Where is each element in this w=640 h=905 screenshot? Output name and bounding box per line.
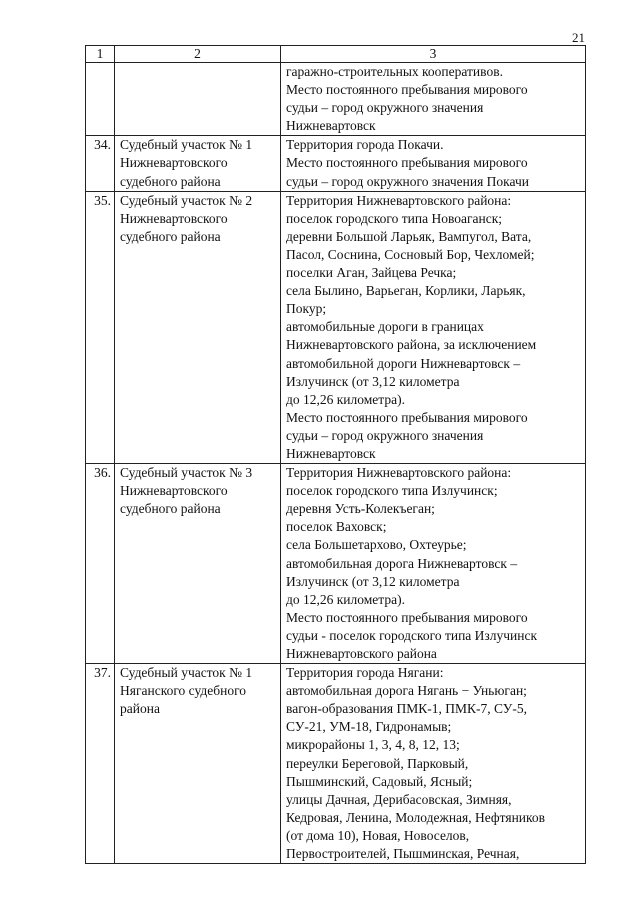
table-row <box>86 664 586 864</box>
territory-line: микрорайоны 1, 3, 4, 8, 12, 13; <box>286 737 460 753</box>
court-district-cell <box>115 464 281 664</box>
territory-line: Кедровая, Ленина, Молодежная, Нефтяников <box>286 809 546 825</box>
territory-line: (от дома 10), Новая, Новоселов, <box>286 827 470 843</box>
territory-line: автомобильная дорога Нягань − Уньюган; <box>286 683 527 699</box>
court-district-cell <box>115 63 281 136</box>
court-district-line: судебного района <box>120 501 221 517</box>
territory-cell <box>281 664 586 864</box>
court-district-line: судебного района <box>120 173 221 189</box>
territory-line: поселок городского типа Новоаганск; <box>286 210 503 226</box>
row-number: 34. <box>86 136 115 191</box>
court-district-line: Судебный участок № 1 <box>120 137 253 153</box>
territory-line: гаражно-строительных кооперативов. <box>286 64 503 79</box>
territory-line: до 12,26 километра). <box>286 391 405 407</box>
territory-line: Первостроителей, Пышминская, Речная, <box>286 846 520 862</box>
court-district-line: района <box>120 701 160 717</box>
territory-line: Территория Нижневартовского района: <box>286 192 512 208</box>
territory-line: Место постоянного пребывания мирового <box>286 155 528 171</box>
territory-line: судьи – город окружного значения <box>286 427 484 443</box>
territory-line: вагон-образования ПМК-1, ПМК-7, СУ-5, <box>286 701 527 717</box>
page-number: 21 <box>572 30 585 45</box>
court-district-line: Судебный участок № 3 <box>120 465 253 481</box>
court-district-line: Судебный участок № 1 <box>120 665 253 681</box>
territory-line: Нижневартовск <box>286 118 376 134</box>
territory-line: переулки Береговой, Парковый, <box>286 755 469 771</box>
territory-line: Территория Нижневартовского района: <box>286 465 512 481</box>
table-row <box>86 136 586 191</box>
territory-line: Пасол, Соснина, Сосновый Бор, Чехломей; <box>286 246 535 262</box>
territory-line: поселок Ваховск; <box>286 519 387 535</box>
court-district-line: судебного района <box>120 228 221 244</box>
territory-line: Нижневартовского района <box>286 646 437 661</box>
row-number: 36. <box>86 464 115 664</box>
territory-cell <box>281 191 586 463</box>
territory-line: Покур; <box>286 301 327 317</box>
territory-line: деревни Большой Ларьяк, Вампугол, Вата, <box>286 228 532 244</box>
territory-line: Место постоянного пребывания мирового <box>286 82 528 98</box>
territory-line: села Былино, Варьеган, Корлики, Ларьяк, <box>286 283 526 299</box>
territory-line: СУ-21, УМ-18, Гидронамыв; <box>286 719 452 735</box>
territory-line: поселки Аган, Зайцева Речка; <box>286 265 457 281</box>
column-header-number: 1 <box>86 46 115 63</box>
court-district-line: Нижневартовского <box>120 483 228 499</box>
table-row <box>86 464 586 664</box>
territory-line: Излучинск (от 3,12 километра <box>286 373 460 389</box>
court-district-line: Нижневартовского <box>120 210 228 226</box>
territory-line: поселок городского типа Излучинск; <box>286 483 498 499</box>
court-district-line: Нижневартовского <box>120 155 228 171</box>
territory-cell <box>281 63 586 136</box>
court-district-line: Судебный участок № 2 <box>120 192 253 208</box>
territory-line: Территория города Покачи. <box>286 137 444 153</box>
territory-line: улицы Дачная, Дерибасовская, Зимняя, <box>286 791 512 807</box>
territory-line: судьи – город окружного значения Покачи <box>286 173 529 189</box>
territory-line: автомобильные дороги в границах <box>286 319 484 335</box>
court-district-line: Няганского судебного <box>120 683 247 699</box>
court-district-cell <box>115 136 281 191</box>
court-district-cell <box>115 191 281 463</box>
court-district-cell <box>115 664 281 864</box>
table-body <box>86 63 586 864</box>
territory-line: Место постоянного пребывания мирового <box>286 609 528 625</box>
row-number <box>86 63 115 136</box>
territory-line: Пышминский, Садовый, Ясный; <box>286 773 473 789</box>
column-header-territory: 3 <box>281 46 586 63</box>
table-row <box>86 63 586 136</box>
territory-line: Нижневартовского района, за исключением <box>286 337 537 353</box>
territory-line: деревня Усть-Колекъеган; <box>286 501 435 517</box>
territory-cell <box>281 464 586 664</box>
territory-line: Место постоянного пребывания мирового <box>286 409 528 425</box>
territory-line: села Большетархово, Охтеурье; <box>286 537 467 553</box>
table-header-row <box>86 46 586 63</box>
territory-line: Излучинск (от 3,12 километра <box>286 573 460 589</box>
territory-line: Нижневартовск <box>286 445 376 461</box>
territory-cell <box>281 136 586 191</box>
territory-line: автомобильной дороги Нижневартовск – <box>286 355 521 371</box>
row-number: 35. <box>86 191 115 463</box>
court-districts-table <box>85 45 586 864</box>
territory-line: до 12,26 километра). <box>286 591 405 607</box>
table-row <box>86 191 586 463</box>
column-header-court: 2 <box>115 46 281 63</box>
territory-line: автомобильная дорога Нижневартовск – <box>286 555 518 571</box>
row-number: 37. <box>86 664 115 864</box>
territory-line: судьи - поселок городского типа Излучинск <box>286 627 538 643</box>
territory-line: Территория города Нягани: <box>286 665 444 681</box>
territory-line: судьи – город окружного значения <box>286 100 484 116</box>
